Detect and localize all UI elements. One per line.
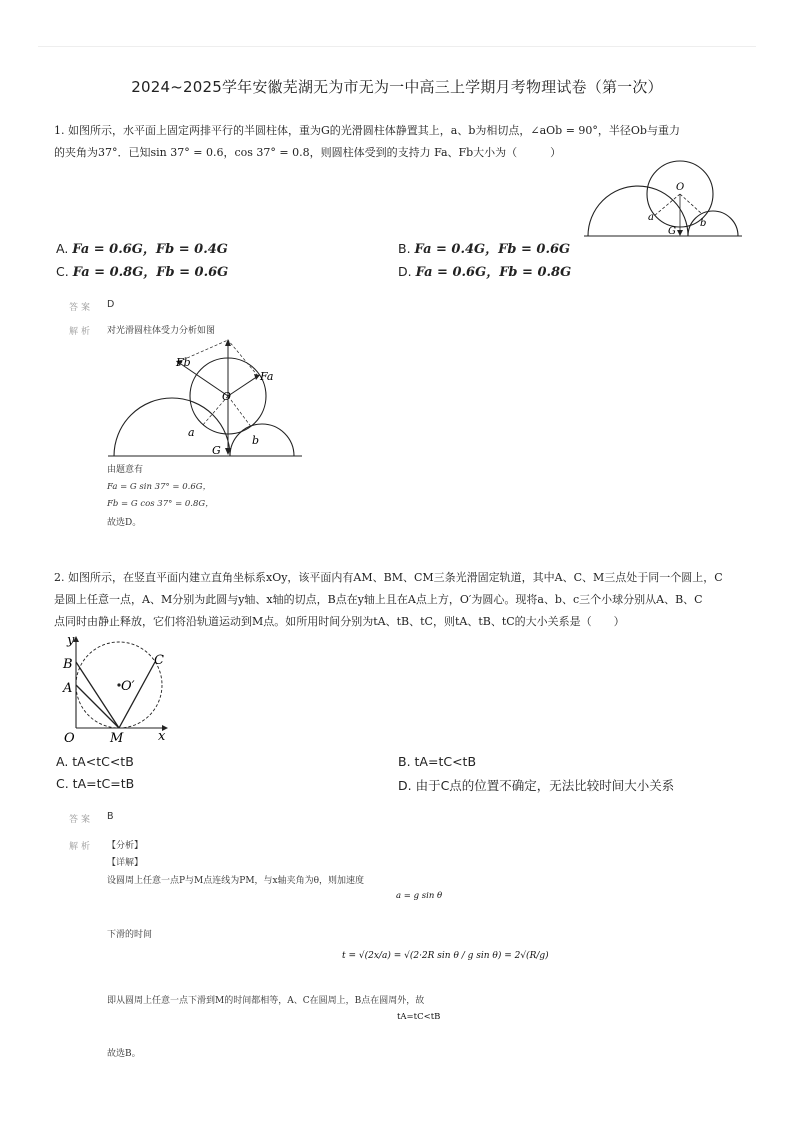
q2-stem-line2: 是圆上任意一点，A、M分别为此圆与y轴、x轴的切点，B点在y轴上且在A点上方，O′为圆心。现将a、b、c三个小球分别从A、B、C [54, 593, 703, 606]
q1-analysis-label-Fa: Fa [260, 370, 274, 383]
q1-option-a-letter: A. [56, 241, 69, 256]
q2-fig-label-B: B [63, 657, 73, 672]
q1-analysis-label-Fb: Fb [176, 356, 191, 369]
q2-analysis-label: 解析 [69, 842, 94, 852]
q1-stem-line1: 1. 如图所示，水平面上固定两排平行的半圆柱体，重为G的光滑圆柱体静置其上，a、b为相切点，∠aOb = 90°，半径Ob与重力 [54, 124, 680, 137]
q2-stem-line3: 点同时由静止释放，它们将沿轨道运动到M点。如所用时间分别为tA、tB、tC，则tA、tB、tC的大小关系是（ ） [54, 615, 625, 628]
q1-analysis-line3: Fb = G cos 37° = 0.8G， [107, 499, 214, 509]
q2-option-a[interactable]: A. tA<tC<tB [56, 754, 134, 769]
q2-fig-label-M: M [110, 731, 124, 746]
q2-option-d[interactable]: D. 由于C点的位置不确定，无法比较时间大小关系 [398, 778, 675, 793]
q2-fig-label-O: O [64, 731, 75, 746]
q1-stem-line2: 的夹角为37°．已知sin 37° = 0.6，cos 37° = 0.8，则圆柱体受到的支持力 Fa、Fb大小为（ ） [54, 146, 562, 159]
q1-fig-label-G: G [668, 226, 676, 237]
q2-figure [58, 632, 176, 746]
q1-answer: D [107, 299, 115, 310]
q2-equation-1: a = g sin θ [396, 891, 443, 901]
q2-analysis-line2: 下滑的时间 [107, 930, 153, 940]
q1-option-d[interactable] [398, 261, 571, 280]
q2-answer-label: 答案 [69, 815, 94, 825]
q2-fig-label-Oprime: O′ [121, 679, 135, 694]
q1-option-c[interactable] [56, 261, 228, 280]
q1-analysis-line2: Fa = G sin 37° = 0.6G， [107, 482, 212, 492]
q1-option-c-text: Fa = 0.8G，Fb = 0.6G [72, 265, 229, 280]
q1-analysis-label-a: a [188, 426, 195, 439]
q1-fig-label-a: a [648, 212, 654, 223]
q1-analysis-figure [106, 336, 306, 460]
q2-fig-label-C: C [154, 653, 164, 668]
q1-option-d-letter: D. [398, 264, 412, 279]
q2-fig-label-A: A [63, 681, 73, 696]
q2-analysis-line4: 故选B。 [107, 1049, 141, 1059]
q2-stem-line1: 2. 如图所示，在竖直平面内建立直角坐标系xOy，该平面内有AM、BM、CM三条光滑固定轨道，其中A、C、M三点处于同一个圆上，C [54, 571, 723, 584]
q1-analysis-line1: 由题意有 [107, 465, 144, 475]
q2-analysis-line3: 即从圆周上任意一点下滑到M的时间都相等，A、C在圆周上，B点在圆周外，故 [107, 996, 425, 1006]
q1-analysis-line4: 故选D。 [107, 518, 142, 528]
q2-equation-2: t = √(2x/a) = √(2·2R sin θ / g sin θ) = 2√(R/g) [342, 951, 549, 961]
q1-option-a-text: Fa = 0.6G，Fb = 0.4G [72, 242, 228, 257]
q2-option-b[interactable]: B. tA=tC<tB [398, 754, 477, 769]
q2-analysis-line1: 设圆周上任意一点P与M点连线为PM，与x轴夹角为θ，则加速度 [107, 876, 365, 886]
q2-analysis-fenxi: 【分析】 [107, 841, 144, 851]
q1-fig-label-O: O [676, 182, 685, 193]
q1-option-c-letter: C. [56, 264, 69, 279]
q1-figure [584, 156, 746, 240]
q2-equation-3: tA=tC<tB [397, 1012, 441, 1022]
q1-analysis-label-G: G [212, 444, 221, 457]
q1-analysis-label: 解析 [69, 327, 94, 337]
q1-answer-label: 答案 [69, 303, 94, 313]
q1-option-b-text: Fa = 0.4G，Fb = 0.6G [414, 242, 571, 257]
page-title: 2024~2025学年安徽芜湖无为市无为一中高三上学期月考物理试卷（第一次） [131, 78, 663, 96]
q1-option-d-text: Fa = 0.6G，Fb = 0.8G [415, 265, 572, 280]
q1-option-a[interactable] [56, 238, 228, 257]
q1-analysis-label-O: O [222, 390, 232, 403]
top-divider [38, 46, 756, 47]
q1-analysis-label-b: b [252, 434, 260, 447]
q2-fig-label-x: x [158, 729, 166, 744]
q1-option-b[interactable] [398, 238, 570, 257]
q2-option-c[interactable]: C. tA=tC=tB [56, 776, 135, 791]
q1-analysis-intro: 对光滑圆柱体受力分析如图 [107, 326, 216, 336]
q1-fig-label-b: b [700, 218, 707, 229]
q2-answer: B [107, 811, 114, 822]
q1-option-b-letter: B. [398, 241, 411, 256]
q2-analysis-xiangjie: 【详解】 [107, 858, 144, 868]
q2-fig-label-y: y [67, 633, 75, 648]
